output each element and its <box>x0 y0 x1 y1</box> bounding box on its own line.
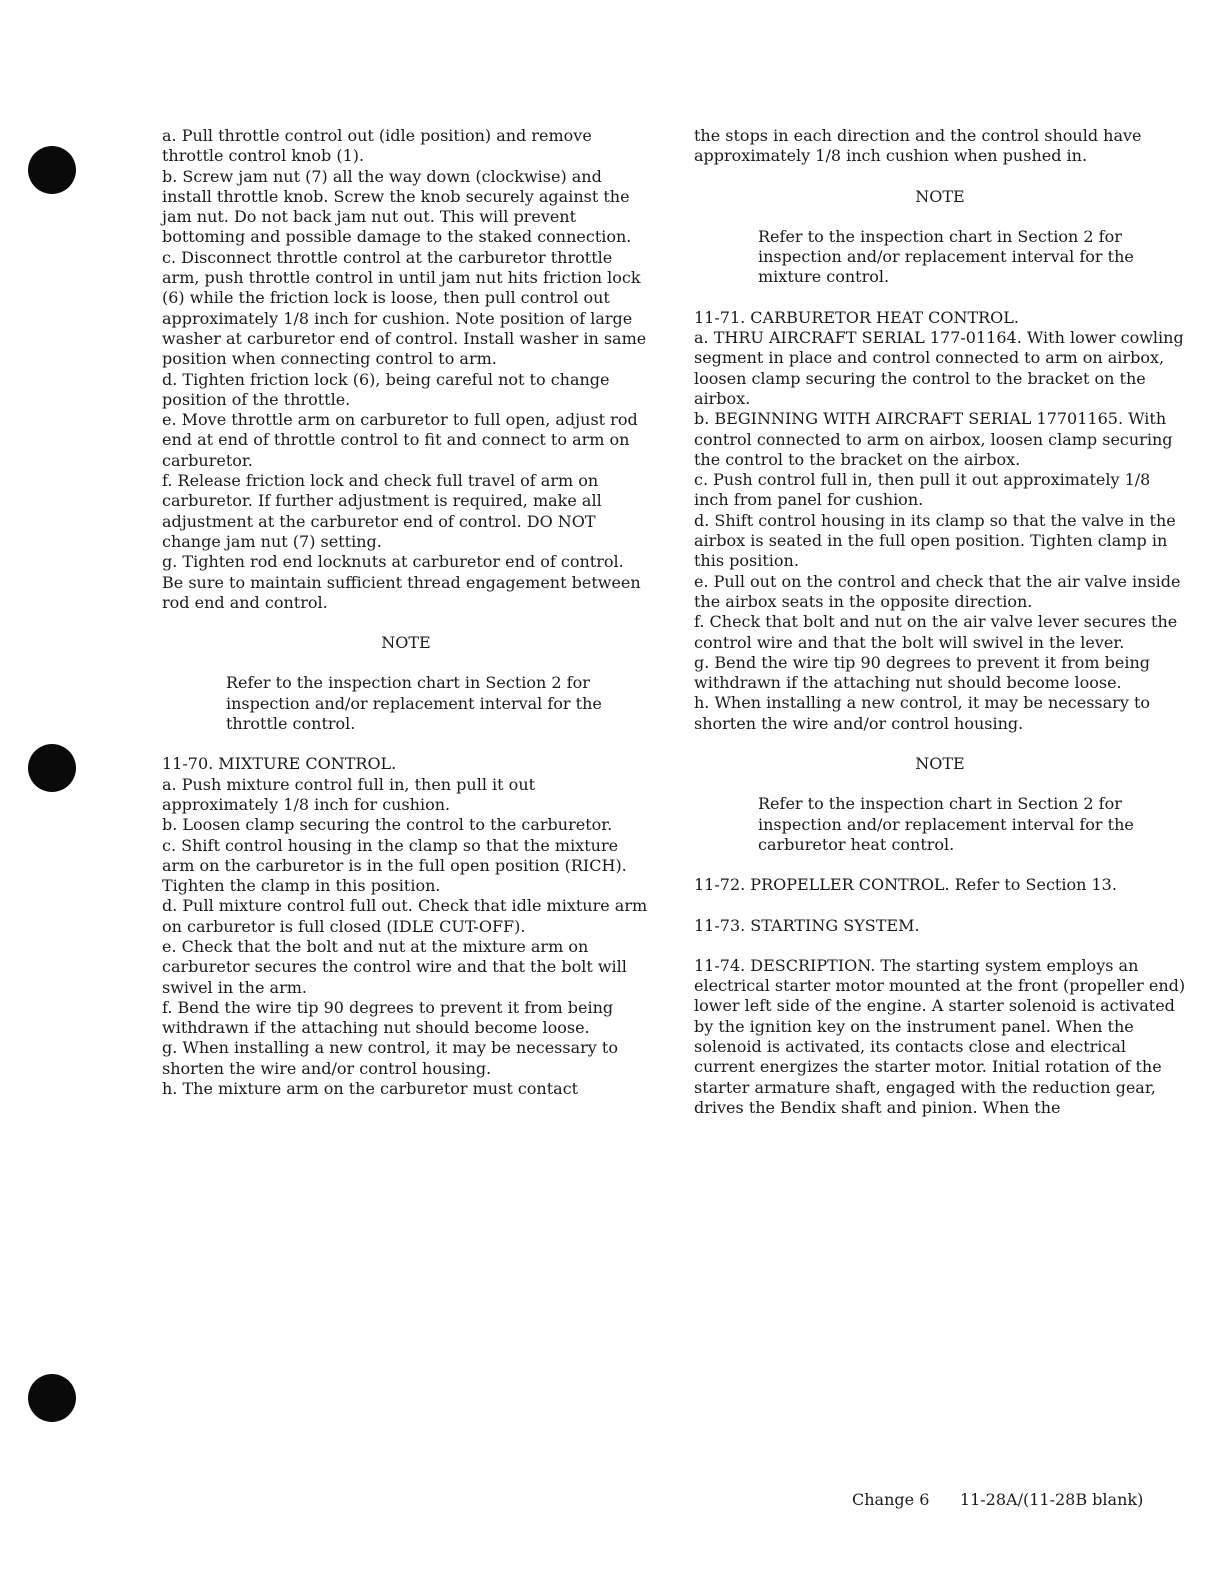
paragraph: c. Shift control housing in the clamp so that the mixture arm on the carburetor is in the full open position (RICH). Tighten the clamp in this position. <box>162 835 627 896</box>
paragraph: d. Tighten friction lock (6), being careful not to change position of the throttle. <box>162 369 610 409</box>
note-heading: NOTE <box>915 186 965 206</box>
paragraph: b. BEGINNING WITH AIRCRAFT SERIAL 17701165. With control connected to arm on airbox, loosen clamp securing the control to the bracket on the airbox. <box>694 409 1173 469</box>
paragraph: h. The mixture arm on the carburetor must contact <box>162 1079 579 1099</box>
right-column <box>694 126 1186 1118</box>
paragraph: c. Disconnect throttle control at the carburetor throttle arm, push throttle control in until jam nut hits friction lock (6) while the friction lock is loose, then pull control out approximately 1/8 inch for cushion. Note position of large washer at carburetor end of control. Install washer in same position when connecting control to arm. <box>162 247 647 369</box>
left-column <box>162 126 650 1099</box>
paragraph: b. Loosen clamp securing the control to the carburetor. <box>162 815 613 835</box>
section-heading: 11-71. CARBURETOR HEAT CONTROL. <box>694 307 1020 327</box>
paragraph: g. Tighten rod end locknuts at carburetor end of control. Be sure to maintain sufficient thread engagement between rod end and control. <box>162 552 641 612</box>
paragraph: a. Pull throttle control out (idle position) and remove throttle control knob (1). <box>162 126 592 166</box>
section-heading: 11-73. STARTING SYSTEM. <box>694 915 920 935</box>
spacer <box>162 734 650 754</box>
paragraph: c. Push control full in, then pull it out approximately 1/8 inch from panel for cushion. <box>694 470 1151 510</box>
paragraph: g. Bend the wire tip 90 degrees to prevent it from being withdrawn if the attaching nut should become loose. <box>694 652 1151 693</box>
paragraph: f. Bend the wire tip 90 degrees to prevent it from being withdrawn if the attaching nut should become loose. <box>162 997 614 1038</box>
binder-hole-bottom <box>28 1374 76 1422</box>
note-body: Refer to the inspection chart in Section 2 for inspection and/or replacement interval for the throttle control. <box>226 673 602 734</box>
note-body: Refer to the inspection chart in Section 2 for inspection and/or replacement interval for the carburetor heat control. <box>758 794 1134 854</box>
paragraph: d. Shift control housing in its clamp so that the valve in the airbox is seated in the full open position. Tighten clamp in this position. <box>694 510 1176 571</box>
paragraph: d. Pull mixture control full out. Check that idle mixture arm on carburetor is full closed (IDLE CUT-OFF). <box>162 896 648 936</box>
spacer <box>162 613 650 633</box>
spacer <box>694 167 1186 187</box>
note-body: Refer to the inspection chart in Section 2 for inspection and/or replacement interval for the mixture control. <box>758 226 1134 287</box>
paragraph: the stops in each direction and the control should have approximately 1/8 inch cushion when pushed in. <box>694 126 1142 166</box>
binder-hole-top <box>28 146 76 194</box>
spacer <box>694 774 1186 794</box>
spacer <box>694 936 1186 956</box>
paragraph: f. Check that bolt and nut on the air valve lever secures the control wire and that the bolt will swivel in the lever. <box>694 612 1178 652</box>
paragraph: a. THRU AIRCRAFT SERIAL 177-01164. With lower cowling segment in place and control connected to arm on airbox, loosen clamp securing the control to the bracket on the airbox. <box>694 328 1184 408</box>
note-heading: NOTE <box>381 633 431 653</box>
paragraph: h. When installing a new control, it may be necessary to shorten the wire and/or control housing. <box>694 693 1151 733</box>
page-footer <box>852 1490 1143 1509</box>
spacer <box>694 207 1186 227</box>
change-number: Change 6 <box>852 1490 930 1509</box>
paragraph: 11-74. DESCRIPTION. The starting system employs an electrical starter motor mounted at the front (propeller end) lower left side of the engine. A starter solenoid is activated by the ignition key on the instrument panel. When the solenoid is activated, its contacts close and electrical current energizes the starter motor. Initial rotation of the starter armature shaft, engaged with the reduction gear, drives the Bendix shaft and pinion. When the <box>694 955 1186 1117</box>
paragraph: e. Check that the bolt and nut at the mixture arm on carburetor secures the control wire and that the bolt will swivel in the arm. <box>162 936 627 997</box>
spacer <box>694 288 1186 308</box>
paragraph: e. Pull out on the control and check that the air valve inside the airbox seats in the opposite direction. <box>694 571 1181 611</box>
paragraph: e. Move throttle arm on carburetor to full open, adjust rod end at end of throttle control to fit and connect to arm on carburetor. <box>162 410 638 470</box>
paragraph: b. Screw jam nut (7) all the way down (clockwise) and install throttle knob. Screw the knob securely against the jam nut. Do not back jam nut out. This will prevent bottoming and possible damage to the staked connection. <box>162 166 632 247</box>
section-heading: 11-72. PROPELLER CONTROL. Refer to Section 13. <box>694 875 1117 895</box>
page-number: 11-28A/(11-28B blank) <box>959 1490 1144 1509</box>
spacer <box>694 734 1186 754</box>
paragraph: f. Release friction lock and check full travel of arm on carburetor. If further adjustment is required, make all adjustment at the carburetor end of control. DO NOT change jam nut (7) setting. <box>162 471 602 551</box>
paragraph: g. When installing a new control, it may be necessary to shorten the wire and/or control housing. <box>162 1038 618 1078</box>
section-heading: 11-70. MIXTURE CONTROL. <box>162 754 397 774</box>
paragraph: a. Push mixture control full in, then pull it out approximately 1/8 inch for cushion. <box>162 774 536 814</box>
spacer <box>694 855 1186 875</box>
binder-hole-middle <box>28 744 76 792</box>
spacer <box>162 653 650 673</box>
spacer <box>694 896 1186 916</box>
note-heading: NOTE <box>915 754 965 774</box>
